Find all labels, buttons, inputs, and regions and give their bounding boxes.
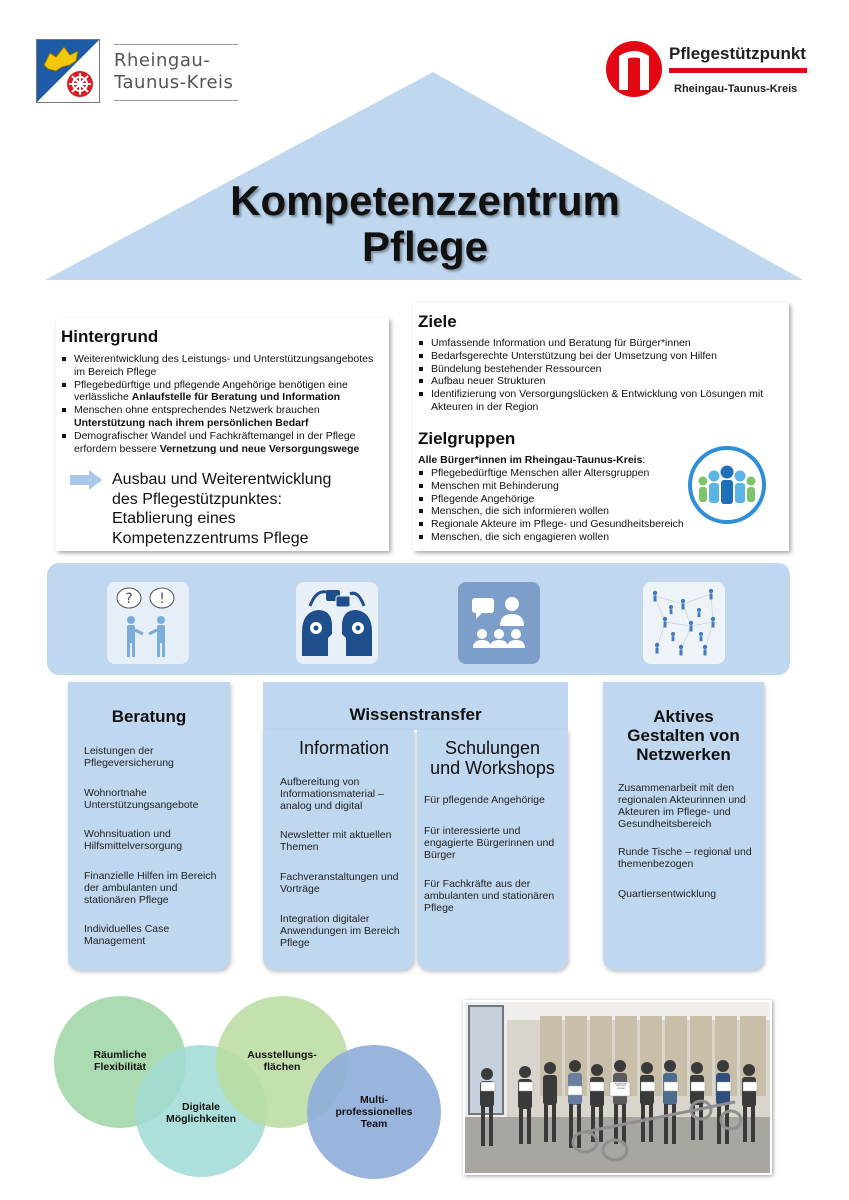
wordmark-rule-top bbox=[114, 44, 238, 45]
schulungen-item: Für Fachkräfte aus der ambulanten und stationären Pflege bbox=[424, 878, 555, 914]
beratung-item: Wohnortnahe Unterstützungsangebote bbox=[84, 787, 199, 811]
schulungen-item: Für interessierte und engagierte Bürgerinnen und Bürger bbox=[424, 825, 555, 861]
circle-label-line: Digitale bbox=[182, 1101, 220, 1113]
schulungen-title-line: Schulungen bbox=[444, 738, 541, 758]
schulungen-item: Für pflegende Angehörige bbox=[424, 794, 545, 806]
information-item: Newsletter mit aktuellen Themen bbox=[280, 829, 392, 853]
label-raeumliche-flexibilitaet bbox=[74, 1049, 166, 1073]
item-bold: Anlaufstelle für Beratung und Information bbox=[131, 391, 341, 404]
page-title bbox=[140, 178, 710, 270]
people-group-icon bbox=[687, 445, 767, 525]
circle-label-line: flächen bbox=[263, 1061, 301, 1073]
beratung-title: Beratung bbox=[111, 707, 187, 726]
zielgruppen-intro bbox=[418, 454, 645, 467]
conclusion-text bbox=[112, 470, 382, 548]
hintergrund-panel bbox=[56, 318, 389, 551]
label-multiprofessionelles-team bbox=[324, 1094, 424, 1130]
list-item: Menschen mit Behinderung bbox=[417, 480, 717, 493]
information-item: Fachveranstaltungen und Vorträge bbox=[280, 871, 399, 895]
item-text: Demografischer Wandel und Fachkräftemangel in der Pflege erfordern bessere bbox=[74, 429, 356, 455]
arrow-right-icon bbox=[70, 470, 102, 490]
beratung-item: Wohnsituation und Hilfsmittelversorgung bbox=[84, 828, 183, 852]
conclusion-line: Ausbau und Weiterentwicklung bbox=[112, 471, 332, 488]
item-bold: Unterstützung nach ihrem persönlichen Bedarf bbox=[74, 416, 309, 429]
list-item: Bedarfsgerechte Unterstützung bei der Umsetzung von Hilfen bbox=[417, 350, 783, 363]
list-item bbox=[60, 353, 382, 379]
beratung-item: Finanzielle Hilfen im Bereich der ambulanten und stationären Pflege bbox=[84, 870, 217, 906]
item-text: Menschen ohne entsprechendes Netzwerk brauchen bbox=[74, 404, 320, 417]
circle-label-line: Ausstellungs- bbox=[247, 1049, 317, 1061]
ziele-heading: Ziele bbox=[418, 312, 457, 331]
item-text: Pflegebedürftige und pflegende Angehörige benötigen eine verlässliche bbox=[74, 378, 348, 404]
list-item: Umfassende Information und Beratung für Bürger*innen bbox=[417, 337, 783, 350]
circle-label-line: Team bbox=[360, 1118, 388, 1130]
netzwerke-title-line: Gestalten von bbox=[627, 726, 740, 745]
ziele-panel bbox=[413, 303, 789, 551]
list-item bbox=[60, 404, 382, 430]
ziele-list bbox=[417, 337, 783, 414]
beratung-pillar bbox=[68, 682, 230, 970]
intro-rest: : bbox=[642, 454, 646, 466]
svg-text:!: ! bbox=[159, 591, 165, 607]
list-item: Pflegebedürftige Menschen aller Altersgruppen bbox=[417, 467, 717, 480]
netzwerke-item: Runde Tische – regional und themenbezogen bbox=[618, 846, 752, 870]
workshop-icon bbox=[458, 582, 540, 664]
hintergrund-heading: Hintergrund bbox=[61, 327, 159, 346]
beratung-item: Leistungen der Pflegeversicherung bbox=[84, 745, 174, 769]
circle-label-line: Multi- bbox=[360, 1094, 388, 1106]
network-icon bbox=[643, 582, 725, 664]
netzwerke-item: Zusammenarbeit mit den regionalen Akteurinnen und Akteuren im Pflege- und Gesundheitsbereich bbox=[618, 782, 746, 830]
information-title: Information bbox=[298, 738, 390, 758]
list-item: Menschen, die sich informieren wollen bbox=[417, 505, 717, 518]
conclusion-line: Etablierung eines bbox=[112, 510, 236, 527]
netzwerke-title-line: Netzwerken bbox=[636, 745, 731, 764]
wordmark-line1: Rheingau- bbox=[114, 50, 211, 71]
title-line2: Pflege bbox=[361, 223, 489, 270]
conclusion-line: Kompetenzzentrums Pflege bbox=[112, 529, 309, 547]
schulungen-title-line: und Workshops bbox=[430, 758, 555, 778]
wissenstransfer-pillar bbox=[263, 682, 568, 970]
knowledge-exchange-icon bbox=[296, 582, 378, 664]
team-photo bbox=[463, 1000, 772, 1175]
pflegestuetzpunkt-title: Pflegestützpunkt bbox=[669, 44, 806, 63]
schulungen-title bbox=[417, 738, 568, 778]
intro-bold: Alle Bürger*innen im Rheingau-Taunus-Kreis bbox=[418, 454, 643, 466]
information-item: Integration digitaler Anwendungen im Bereich Pflege bbox=[280, 913, 400, 949]
item-bold: Vernetzung und neue Versorgungswege bbox=[159, 442, 360, 455]
netzwerke-item: Quartiersentwicklung bbox=[618, 888, 717, 900]
knowledge-exchange-tile bbox=[296, 582, 378, 664]
label-ausstellungsflaechen bbox=[236, 1049, 328, 1073]
svg-text:?: ? bbox=[125, 591, 133, 607]
network-tile bbox=[643, 582, 725, 664]
photo-sign-text: KOMPETENZ ZENTRUM PFLEGE bbox=[614, 1083, 628, 1090]
item-text: Weiterentwicklung des Leistungs- und Unterstützungsangebotes im Bereich Pflege bbox=[74, 353, 374, 378]
list-item: Identifizierung von Versorgungslücken & Entwicklung von Lösungen mit Akteuren in der Region bbox=[417, 388, 783, 414]
circle-label-line: professionelles bbox=[335, 1106, 413, 1118]
conversation-tile bbox=[107, 582, 189, 664]
wordmark-line2: Taunus-Kreis bbox=[114, 72, 234, 93]
list-item: Menschen, die sich engagieren wollen bbox=[417, 531, 717, 544]
conversation-icon bbox=[107, 582, 189, 664]
list-item: Aufbau neuer Strukturen bbox=[417, 375, 783, 388]
label-digitale-moeglichkeiten bbox=[155, 1101, 247, 1125]
zielgruppen-heading: Zielgruppen bbox=[418, 429, 516, 448]
hintergrund-list bbox=[60, 353, 382, 455]
list-item: Regionale Akteure im Pflege- und Gesundheitsbereich bbox=[417, 518, 717, 531]
circle-label-line: Möglichkeiten bbox=[165, 1113, 236, 1125]
netzwerke-title bbox=[603, 707, 764, 764]
information-item: Aufbereitung von Informationsmaterial – analog und digital bbox=[280, 776, 384, 812]
conclusion-line: des Pflegestützpunktes: bbox=[112, 490, 282, 508]
list-item bbox=[60, 379, 382, 405]
list-item: Pflegende Angehörige bbox=[417, 493, 717, 506]
wissenstransfer-title: Wissenstransfer bbox=[349, 705, 482, 724]
list-item bbox=[60, 430, 382, 456]
pflegestuetzpunkt-subtitle: Rheingau-Taunus-Kreis bbox=[674, 83, 798, 95]
netzwerke-pillar bbox=[603, 682, 764, 970]
circle-label-line: Räumliche bbox=[93, 1049, 147, 1061]
beratung-item: Individuelles Case Management bbox=[84, 923, 170, 947]
circle-label-line: Flexibilität bbox=[94, 1061, 146, 1073]
workshop-tile bbox=[458, 582, 540, 664]
title-line1: Kompetenzzentrum bbox=[230, 177, 620, 224]
zielgruppen-list bbox=[417, 467, 717, 544]
list-item: Bündelung bestehender Ressourcen bbox=[417, 363, 783, 376]
netzwerke-title-line: Aktives bbox=[653, 707, 714, 726]
